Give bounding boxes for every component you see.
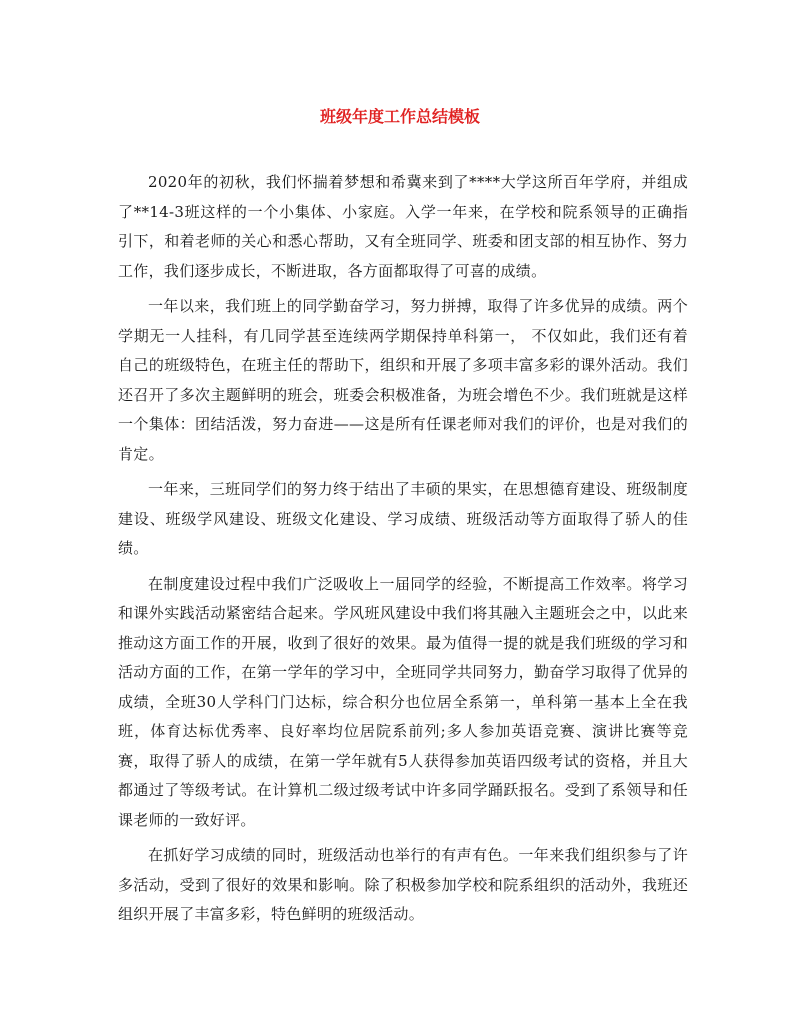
paragraph-intro: 2020年的初秋，我们怀揣着梦想和希冀来到了****大学这所百年学府，并组成了**14-3班这样的一个小集体、小家庭。入学一年来，在学校和院系领导的正确指引下，和着老师的关心和悉心帮助，又有全班同学、班委和团支部的相互协作、努力工作，我们逐步成长，不断进取，各方面都取得了可喜的成绩。	[118, 173, 688, 280]
paragraph-results: 一年来，三班同学们的努力终于结出了丰硕的果实，在思想德育建设、班级制度建设、班级学风建设、班级文化建设、学习成绩、班级活动等方面取得了骄人的佳绩。	[118, 480, 688, 557]
document-title: 班级年度工作总结模板	[319, 107, 480, 126]
paragraph-activities: 在抓好学习成绩的同时，班级活动也举行的有声有色。一年来我们组织参与了许多活动，受到了很好的效果和影响。除了积极参加学校和院系组织的活动外，我班还组织开展了丰富多彩，特色鲜明的班级活动。	[118, 846, 688, 923]
paragraph-system-building: 在制度建设过程中我们广泛吸收上一届同学的经验，不断提高工作效率。将学习和课外实践活动紧密结合起来。学风班风建设中我们将其融入主题班会之中，以此来推动这方面工作的开展，收到了很好的效果。最为值得一提的就是我们班级的学习和活动方面的工作，在第一学年的学习中，全班同学共同努力，勤奋学习取得了优异的成绩，全班30人学科门门达标，综合积分也位居全系第一，单科第一基本上全在我班，体育达标优秀率、良好率均位居院系前列;多人参加英语竞赛、演讲比赛等竞赛，取得了骄人的成绩，在第一学年就有5人获得参加英语四级考试的资格，并且大都通过了等级考试。在计算机二级过级考试中许多同学踊跃报名。受到了系领导和任课老师的一致好评。	[118, 574, 688, 829]
paragraph-study: 一年以来，我们班上的同学勤奋学习，努力拼搏，取得了许多优异的成绩。两个学期无一人挂科，有几同学甚至连续两学期保持单科第一， 不仅如此，我们还有着自己的班级特色，在班主任的帮助下，组织和开展了多项丰富多彩的课外活动。我们还召开了多次主题鲜明的班会，班委会积极准备，为班会增色不少。我们班就是这样一个集体：团结活泼，努力奋进——这是所有任课老师对我们的评价，也是对我们的肯定。	[118, 297, 688, 463]
document-body	[118, 168, 688, 936]
